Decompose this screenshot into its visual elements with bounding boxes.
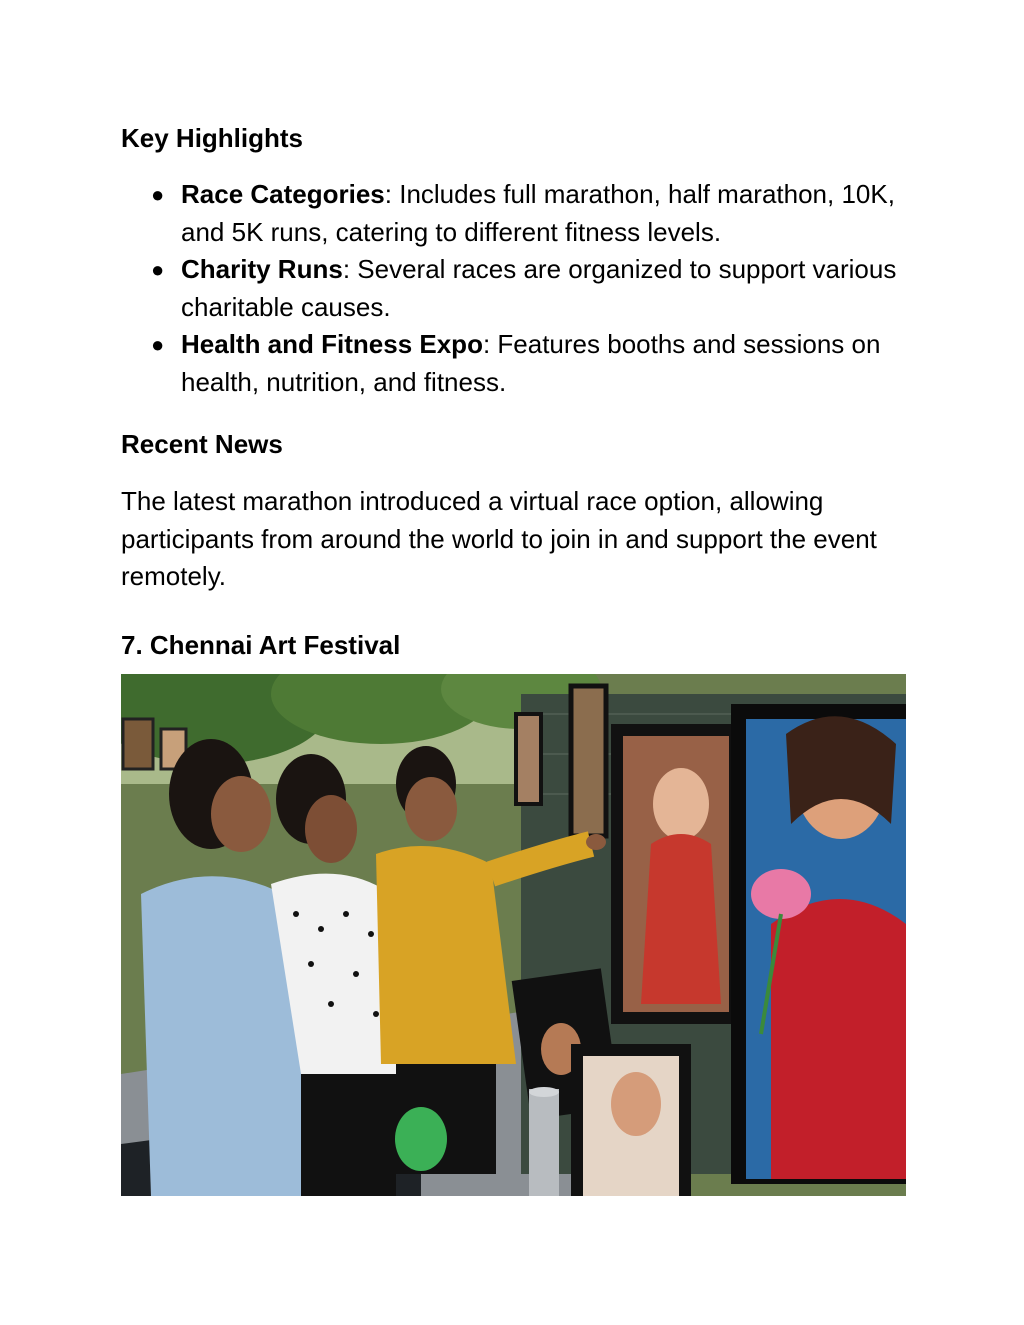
recent-news-heading: Recent News [121,429,283,459]
photo-illustration [121,674,906,1196]
item-text: Includes full marathon, half marathon, 10K, and 5K runs, catering to different fitness levels. [181,179,895,247]
item-title: Race Categories [181,179,385,209]
art-festival-heading: 7. Chennai Art Festival [121,630,401,660]
list-item [121,176,911,251]
list-item [121,326,911,401]
item-separator: : [482,329,491,359]
highlights-list [121,176,911,401]
bullet-icon: ● [151,332,165,357]
recent-news-paragraph: The latest marathon introduced a virtual race option, allowing participants from around the world to join in and support the event remotely. [121,486,877,591]
item-text: Features booths and sessions on health, nutrition, and fitness. [181,329,881,397]
item-title: Charity Runs [181,254,343,284]
list-item [121,251,911,326]
key-highlights-heading: Key Highlights [121,123,304,153]
item-text: Several races are organized to support various charitable causes. [181,254,897,322]
item-separator: : [342,254,351,284]
bullet-icon: ● [151,182,165,207]
item-separator: : [384,179,392,209]
item-title: Health and Fitness Expo [181,329,483,359]
bullet-icon: ● [151,257,165,282]
art-festival-photo [121,674,906,1196]
